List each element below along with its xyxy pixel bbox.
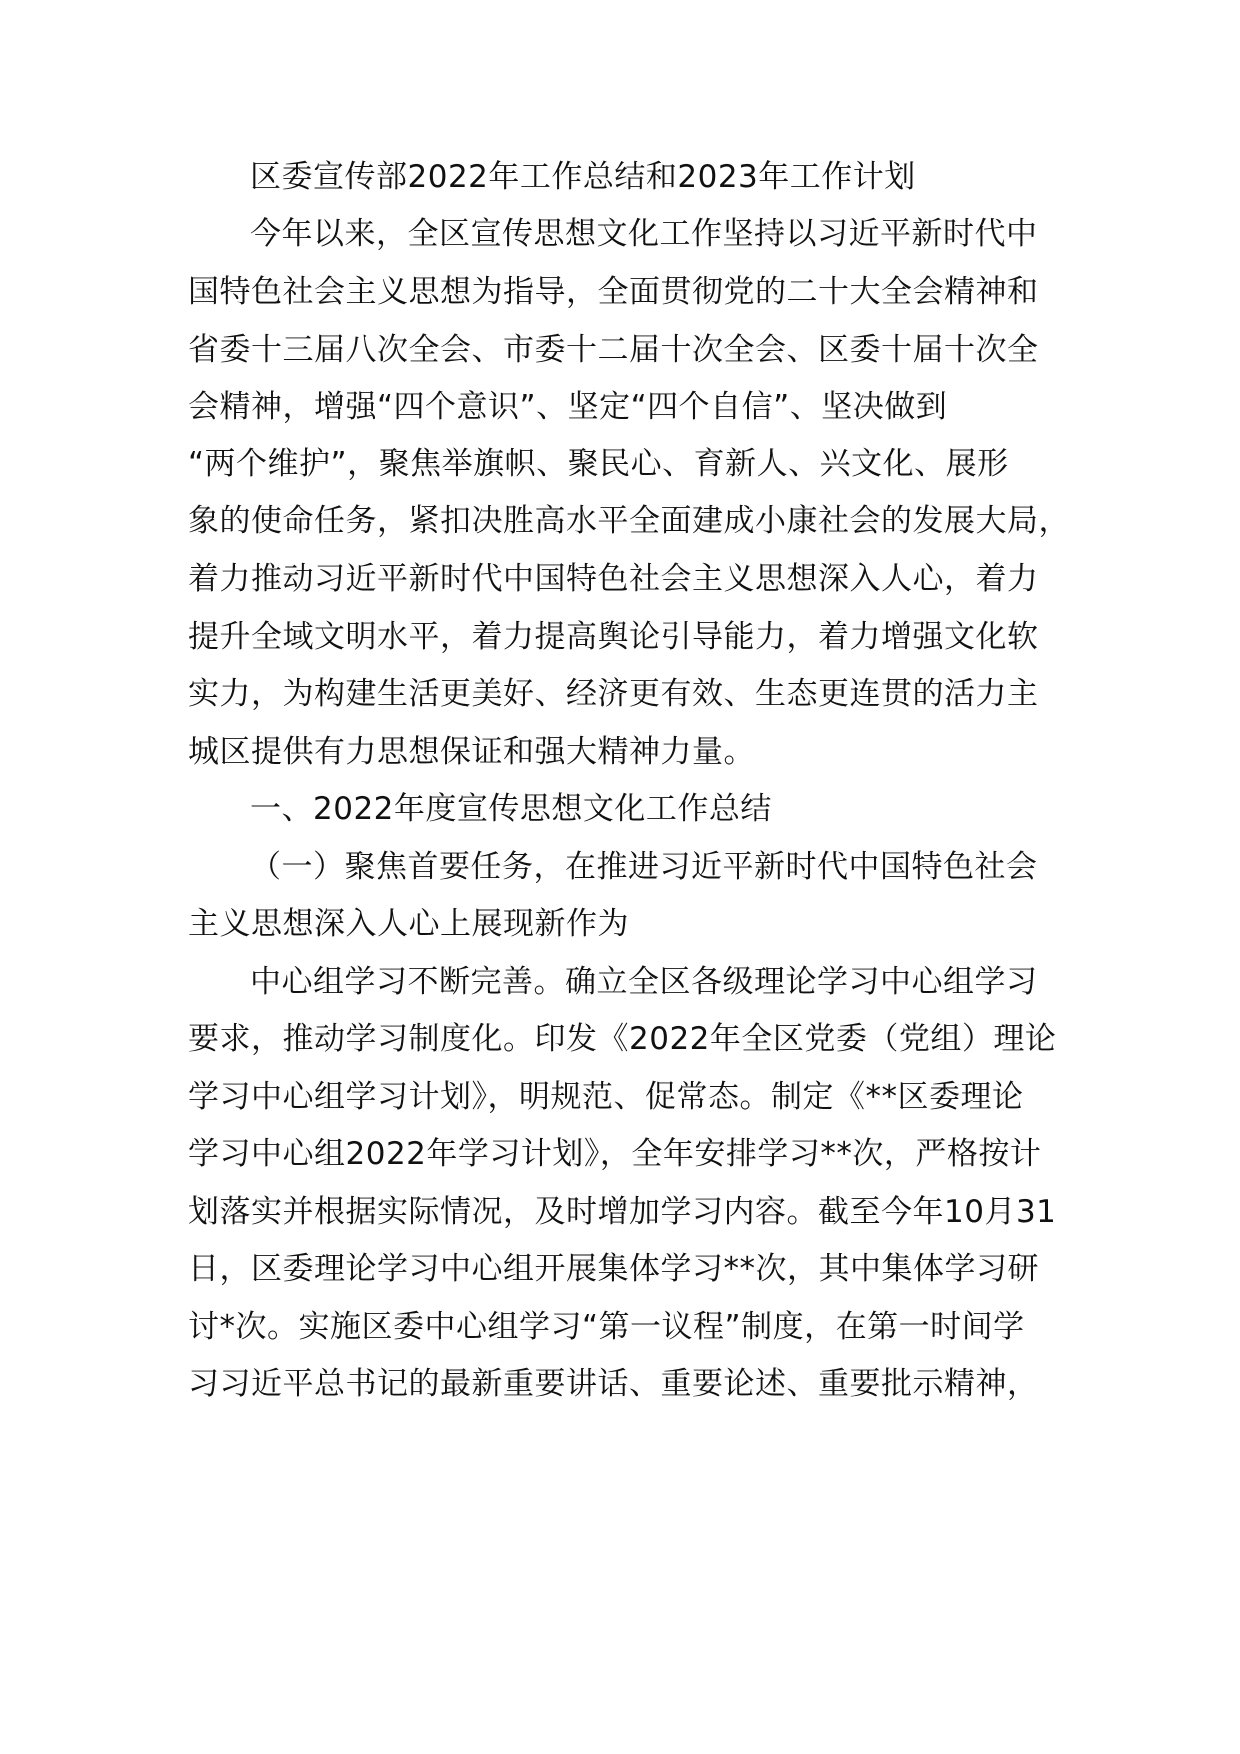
paragraph-line: 讨*次。实施区委中心组学习“第一议程”制度，在第一时间学 (188, 1309, 1025, 1345)
paragraph-line: 要求，推动学习制度化。印发《2022年全区党委（党组）理论 (188, 1021, 1057, 1057)
paragraph-line: 提升全域文明水平，着力提高舆论引导能力，着力增强文化软 (188, 619, 1039, 655)
paragraph-line: 习习近平总书记的最新重要讲话、重要论述、重要批示精神， (188, 1366, 1039, 1402)
paragraph-line: 象的使命任务，紧扣决胜高水平全面建成小康社会的发展大局， (188, 503, 1070, 539)
paragraph-line: 日，区委理论学习中心组开展集体学习**次，其中集体学习研 (188, 1251, 1039, 1287)
paragraph-line: 学习中心组2022年学习计划》，全年安排学习**次，严格按计 (188, 1136, 1042, 1172)
paragraph-line: 今年以来，全区宣传思想文化工作坚持以习近平新时代中 (250, 216, 1038, 252)
paragraph-line: 会精神，增强“四个意识”、坚定“四个自信”、坚决做到 (188, 389, 948, 425)
paragraph-line: “两个维护”，聚焦举旗帜、聚民心、育新人、兴文化、展形 (188, 446, 1009, 482)
paragraph-line: 中心组学习不断完善。确立全区各级理论学习中心组学习 (250, 964, 1038, 1000)
paragraph-line: 城区提供有力思想保证和强大精神力量。 (188, 734, 755, 770)
paragraph-line: 划落实并根据实际情况，及时增加学习内容。截至今年10月31 (188, 1194, 1057, 1230)
paragraph-line: 实力，为构建生活更美好、经济更有效、生态更连贯的活力主 (188, 676, 1039, 712)
paragraph-line: 学习中心组学习计划》，明规范、促常态。制定《**区委理论 (188, 1079, 1024, 1115)
subsection-heading-line: （一）聚焦首要任务，在推进习近平新时代中国特色社会 (250, 849, 1038, 885)
subsection-heading-line: 主义思想深入人心上展现新作为 (188, 906, 629, 942)
paragraph-line: 省委十三届八次全会、市委十二届十次全会、区委十届十次全 (188, 332, 1039, 368)
section-heading: 一、2022年度宣传思想文化工作总结 (250, 791, 772, 827)
document-title: 区委宣传部2022年工作总结和2023年工作计划 (250, 159, 916, 195)
paragraph-line: 着力推动习近平新时代中国特色社会主义思想深入人心，着力 (188, 561, 1039, 597)
paragraph-line: 国特色社会主义思想为指导，全面贯彻党的二十大全会精神和 (188, 274, 1039, 310)
